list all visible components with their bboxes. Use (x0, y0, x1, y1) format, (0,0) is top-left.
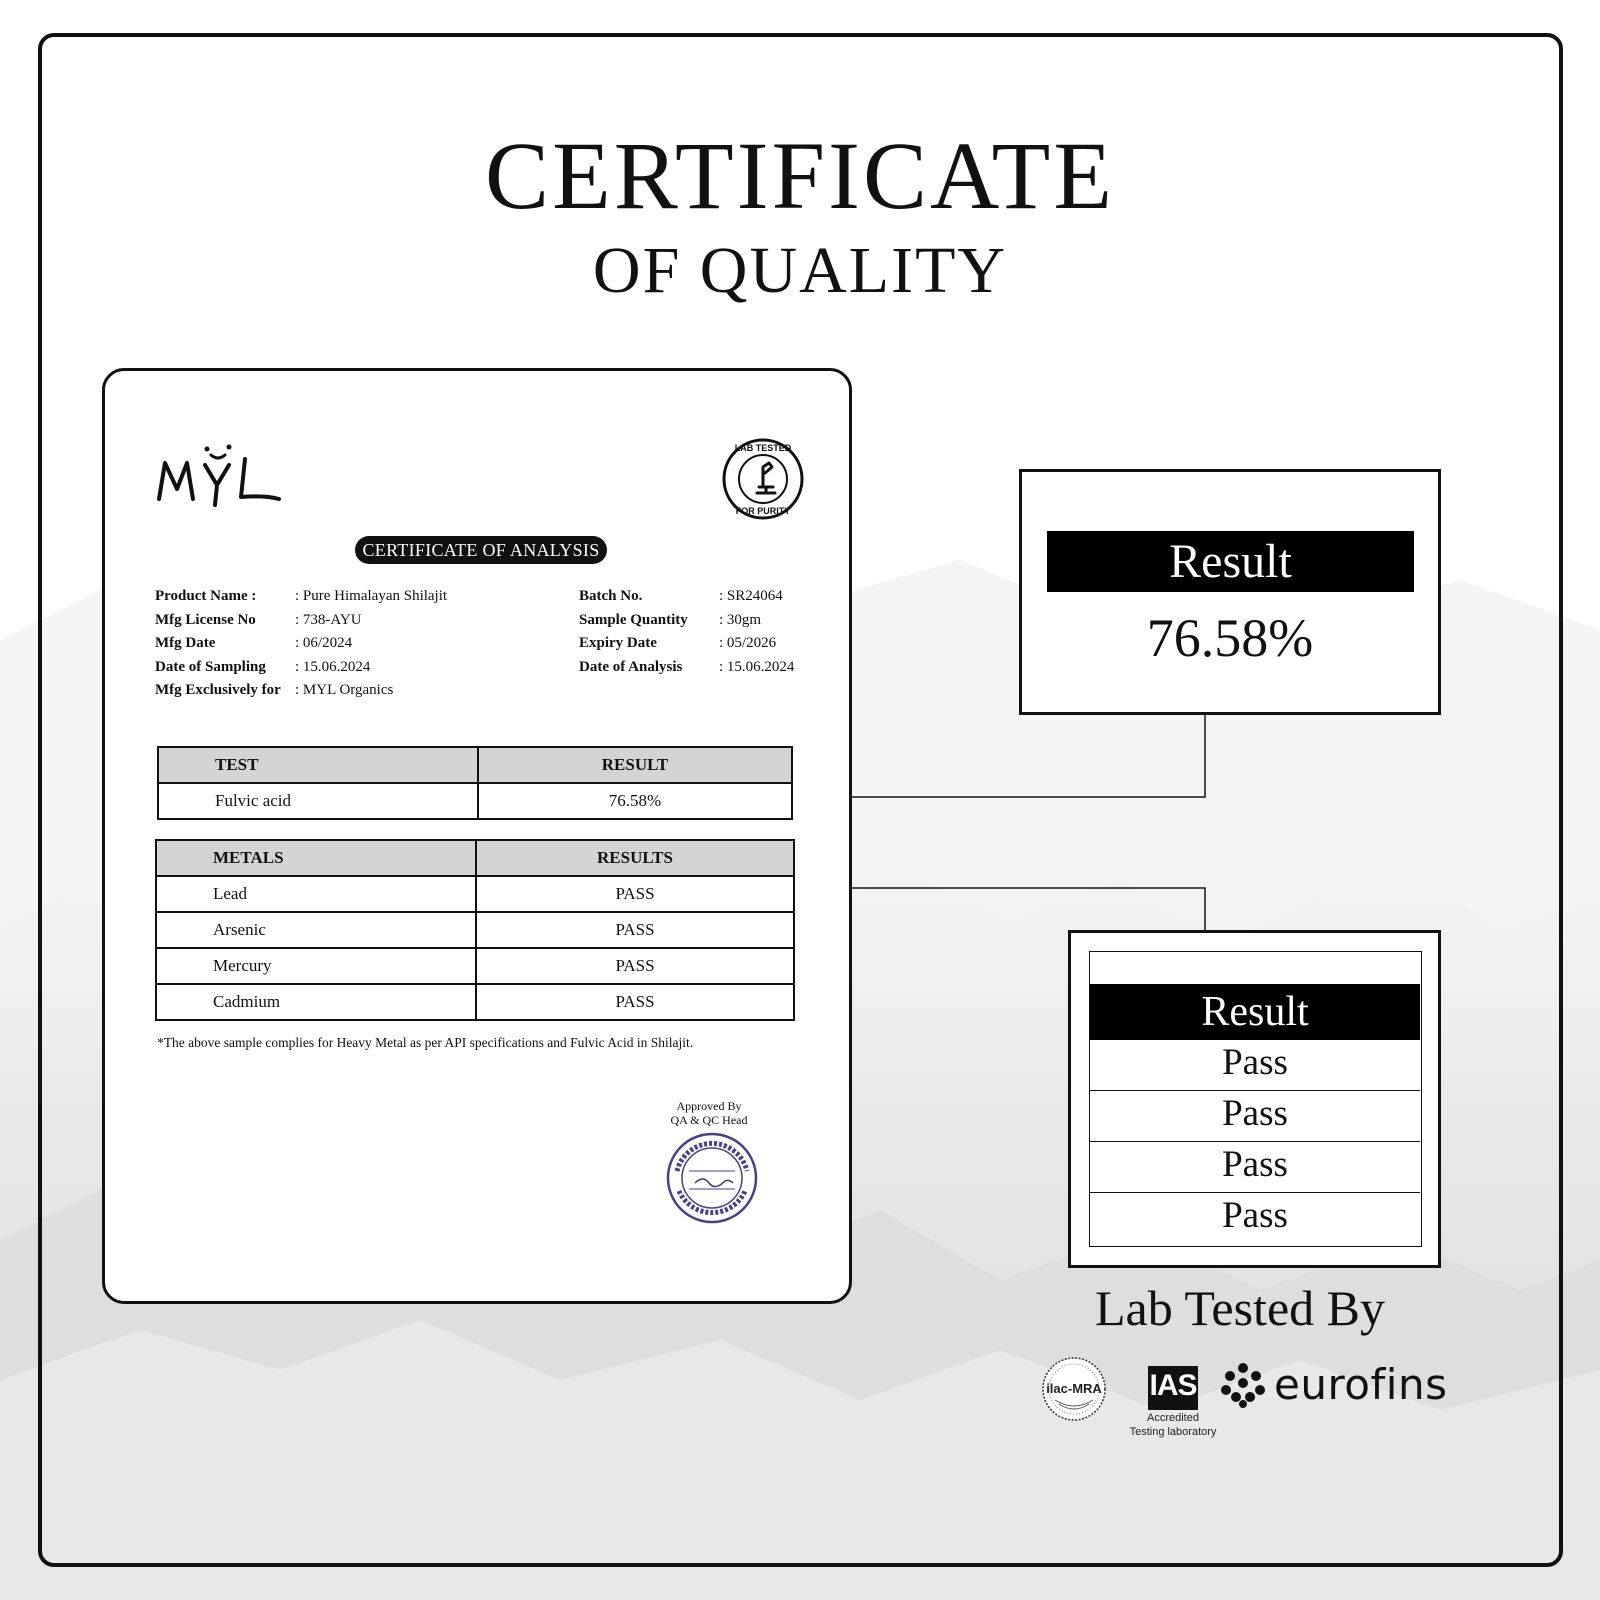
table-row (156, 948, 794, 984)
ias-accreditation (1118, 1366, 1228, 1438)
column-header: TEST (158, 747, 478, 783)
info-row: Mfg License No : 738-AYU (155, 611, 362, 628)
metal-result: PASS (476, 876, 794, 912)
fulvic-result-callout (1019, 469, 1441, 715)
svg-text:FOR PURITY: FOR PURITY (735, 506, 791, 516)
table-row (156, 984, 794, 1020)
table-header-row (156, 840, 794, 876)
table-row (156, 912, 794, 948)
eurofins-logo (1220, 1362, 1447, 1408)
result-label: Result (1047, 531, 1414, 592)
test-table (157, 746, 793, 820)
svg-text:ilac-MRA: ilac-MRA (1046, 1381, 1102, 1396)
info-row: Sample Quantity : 30gm (579, 611, 762, 628)
table-row (156, 876, 794, 912)
info-left (155, 585, 447, 703)
test-result: 76.58% (478, 783, 792, 819)
column-header: RESULT (478, 747, 792, 783)
metal-name: Arsenic (156, 912, 476, 948)
metal-name: Mercury (156, 948, 476, 984)
pass-row: Pass (1222, 1195, 1288, 1236)
info-row: Date of Analysis : 15.06.2024 (579, 658, 795, 675)
result-value: 76.58% (1146, 608, 1314, 668)
eurofins-dots-icon (1220, 1362, 1266, 1408)
metal-name: Cadmium (156, 984, 476, 1020)
metal-result: PASS (476, 948, 794, 984)
info-row: Product Name : : Pure Himalayan Shilajit (155, 588, 448, 604)
approved-by: Approved By QA & QC Head (670, 1099, 748, 1127)
pass-row: Pass (1090, 1040, 1420, 1091)
table-header-row (158, 747, 792, 783)
ias-caption-1: Accredited (1147, 1412, 1199, 1424)
lab-tested-by-heading: Lab Tested By (1095, 1280, 1385, 1336)
metals-result-inner (1089, 951, 1422, 1247)
coa-heading: CERTIFICATE OF ANALYSIS (355, 536, 607, 564)
column-header: RESULTS (476, 840, 794, 876)
info-row: Batch No. : SR24064 (579, 588, 783, 604)
metal-result: PASS (476, 984, 794, 1020)
metal-name: Lead (156, 876, 476, 912)
myl-logo (155, 441, 283, 511)
info-row: Mfg Exclusively for : MYL Organics (155, 682, 394, 698)
test-name: Fulvic acid (158, 783, 478, 819)
metals-result-callout (1068, 930, 1441, 1268)
info-row: Date of Sampling : 15.06.2024 (155, 658, 371, 675)
approval-stamp-icon (665, 1131, 759, 1225)
page-title: CERTIFICATE (485, 122, 1115, 229)
info-right (579, 585, 794, 679)
metals-table (155, 839, 795, 1021)
ilac-mra-logo (1041, 1356, 1107, 1422)
table-row (158, 783, 792, 819)
page-subtitle: OF QUALITY (592, 234, 1008, 307)
info-row: Mfg Date : 06/2024 (155, 635, 353, 651)
pass-row: Pass (1090, 1142, 1420, 1193)
column-header: METALS (156, 840, 476, 876)
certificate-card (102, 368, 852, 1304)
lab-tested-badge-icon (721, 437, 805, 521)
svg-text:LAB TESTED: LAB TESTED (734, 443, 792, 453)
ias-caption-2: Testing laboratory (1129, 1426, 1217, 1438)
result-label: Result (1090, 984, 1420, 1040)
metal-result: PASS (476, 912, 794, 948)
eurofins-wordmark: eurofins (1274, 1360, 1448, 1409)
pass-row: Pass (1090, 1091, 1420, 1142)
info-row: Expiry Date : 05/2026 (579, 635, 777, 651)
compliance-note: *The above sample complies for Heavy Metal as per API specifications and Fulvic Acid in Shilajit. (157, 1035, 694, 1050)
ias-logo: IAS (1148, 1366, 1198, 1410)
